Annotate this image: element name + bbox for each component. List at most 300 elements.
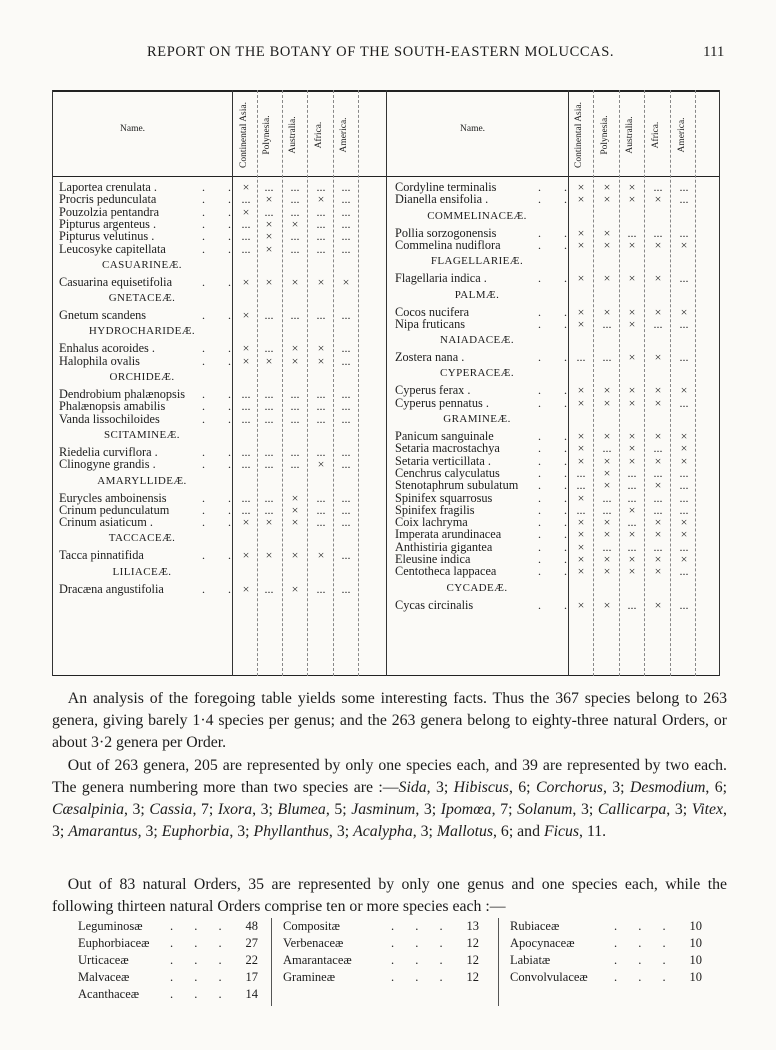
table-row <box>52 239 720 252</box>
species-name: Phalænopsis amabilis <box>59 399 166 414</box>
species-name: Dracæna angustifolia <box>59 581 164 596</box>
absence-mark: ... <box>290 411 300 426</box>
column-divider <box>271 918 272 1006</box>
absence-mark: ... <box>241 241 251 256</box>
presence-mark: × <box>628 453 636 468</box>
leader-dots: . . . <box>170 936 231 950</box>
presence-mark: × <box>577 441 585 456</box>
family-heading: CYPERACEÆ. <box>440 367 514 380</box>
order-count: 12 <box>466 970 479 984</box>
presence-mark: × <box>603 429 611 443</box>
presence-mark: × <box>628 350 636 365</box>
table-row <box>52 565 720 578</box>
presence-mark: × <box>628 502 636 517</box>
presence-mark: × <box>265 515 273 530</box>
presence-mark: × <box>628 395 636 410</box>
species-name: Crinum pedunculatum <box>59 502 170 517</box>
leader-dots: . . <box>538 429 577 443</box>
absence-mark: ... <box>316 204 326 219</box>
absence-mark: ... <box>290 180 300 194</box>
table-row <box>52 583 720 596</box>
column-header-polynesia: Polynesia. <box>262 115 272 155</box>
presence-mark: × <box>577 490 585 505</box>
order-name: Gramineæ <box>283 970 336 984</box>
presence-mark: × <box>603 597 611 612</box>
leader-dots: . . <box>538 395 577 410</box>
presence-mark: × <box>577 192 585 207</box>
leader-dots: . . <box>538 383 577 398</box>
order-name: Malvaceæ <box>78 970 130 984</box>
presence-mark: × <box>603 564 611 579</box>
leader-dots: . . <box>202 274 241 289</box>
presence-mark: × <box>628 237 636 252</box>
order-entry <box>78 969 258 986</box>
presence-mark: × <box>680 237 688 252</box>
order-name: Leguminosæ <box>78 919 143 933</box>
absence-mark: ... <box>653 465 663 480</box>
order-entry <box>510 935 702 952</box>
absence-mark: ... <box>264 399 274 414</box>
leader-dots: . . . <box>614 970 675 984</box>
column-header-australia: Australia. <box>288 116 298 154</box>
leader-dots: . . <box>538 465 577 480</box>
presence-mark: × <box>242 548 250 563</box>
order-count: 12 <box>466 953 479 967</box>
absence-mark: ... <box>264 490 274 505</box>
paragraph-orders: Out of 83 natural Orders, 35 are represented by only one genus and one species each, while the following thirteen natural Orders comprise ten or more species each :— <box>52 876 727 915</box>
leader-dots: . . <box>538 237 577 252</box>
page-header <box>0 44 776 68</box>
species-name: Casuarina equisetifolia <box>59 274 173 289</box>
column-header-america: America. <box>339 117 349 153</box>
absence-mark: ... <box>264 387 274 401</box>
presence-mark: × <box>577 304 585 319</box>
order-name: Convolvulaceæ <box>510 970 588 984</box>
species-name: Setaria verticillata . <box>395 453 491 468</box>
order-count: 10 <box>689 970 702 984</box>
presence-mark: × <box>680 552 688 566</box>
leader-dots: . . <box>202 581 241 596</box>
presence-mark: × <box>654 350 662 365</box>
leader-dots: . . <box>202 353 241 368</box>
order-entry <box>78 952 258 969</box>
column-header-africa: Africa. <box>314 121 324 149</box>
absence-mark: ... <box>679 465 689 480</box>
leader-dots: . . . <box>614 953 675 967</box>
absence-mark: ... <box>241 490 251 505</box>
species-name: Stenotaphrum subulatum <box>395 478 519 493</box>
presence-mark: × <box>628 304 636 319</box>
species-name: Panicum sanguinale <box>395 429 494 443</box>
absence-mark: ... <box>576 350 586 365</box>
table-row <box>52 272 720 285</box>
presence-mark: × <box>654 552 662 566</box>
species-name: Eurycles amboinensis <box>59 490 167 505</box>
absence-mark: ... <box>341 229 351 244</box>
order-entry <box>78 918 258 935</box>
presence-mark: × <box>654 564 662 579</box>
species-name: Anthistiria gigantea <box>395 539 493 554</box>
absence-mark: ... <box>341 341 351 356</box>
absence-mark: ... <box>679 539 689 554</box>
absence-mark: ... <box>341 515 351 530</box>
absence-mark: ... <box>316 502 326 517</box>
presence-mark: × <box>628 429 636 443</box>
species-name: Vanda lissochiloides <box>59 411 160 426</box>
order-name: Compositæ <box>283 919 340 933</box>
presence-mark: × <box>291 216 299 231</box>
presence-mark: × <box>603 192 611 207</box>
absence-mark: ... <box>241 444 251 459</box>
table-row <box>52 430 720 443</box>
leader-dots: . . <box>538 225 577 240</box>
absence-mark: ... <box>290 457 300 472</box>
presence-mark: × <box>603 304 611 319</box>
absence-mark: ... <box>264 411 274 426</box>
presence-mark: × <box>291 353 299 368</box>
presence-mark: × <box>577 515 585 530</box>
presence-mark: × <box>317 353 325 368</box>
table-row <box>52 467 720 480</box>
presence-mark: × <box>628 180 636 194</box>
absence-mark: ... <box>316 444 326 459</box>
distribution-table <box>52 90 720 676</box>
column-header-continentalasia: Continental Asia. <box>574 102 584 168</box>
absence-mark: ... <box>341 411 351 426</box>
column-header-africa: Africa. <box>651 121 661 149</box>
column-header-australia: Australia. <box>625 116 635 154</box>
table-row <box>52 442 720 455</box>
absence-mark: ... <box>264 204 274 219</box>
leader-dots: . . <box>538 478 577 493</box>
leader-dots: . . <box>538 271 577 286</box>
presence-mark: × <box>577 597 585 612</box>
order-count: 12 <box>466 936 479 950</box>
absence-mark: ... <box>241 411 251 426</box>
species-name: Procris pedunculata <box>59 192 157 207</box>
absence-mark: ... <box>341 192 351 207</box>
species-name: Dendrobium phalænopsis <box>59 387 186 401</box>
absence-mark: ... <box>341 387 351 401</box>
absence-mark: ... <box>316 490 326 505</box>
leader-dots: . . <box>538 192 577 207</box>
order-name: Acanthaceæ <box>78 987 140 1001</box>
leader-dots: . . . <box>170 987 231 1001</box>
absence-mark: ... <box>341 204 351 219</box>
leader-dots: . . <box>538 453 577 468</box>
absence-mark: ... <box>341 180 351 194</box>
leader-dots: . . <box>202 216 241 231</box>
presence-mark: × <box>603 225 611 240</box>
absence-mark: ... <box>290 204 300 219</box>
absence-mark: ... <box>341 399 351 414</box>
species-name: Laportea crenulata . <box>59 180 157 194</box>
absence-mark: ... <box>627 597 637 612</box>
presence-mark: × <box>628 564 636 579</box>
table-row <box>52 479 720 492</box>
absence-mark: ... <box>653 539 663 554</box>
table-row <box>52 227 720 240</box>
absence-mark: ... <box>290 241 300 256</box>
presence-mark: × <box>317 457 325 472</box>
presence-mark: × <box>628 271 636 286</box>
absence-mark: ... <box>576 502 586 517</box>
family-heading: NAIADACEÆ. <box>440 334 514 347</box>
species-name: Coix lachryma <box>395 515 468 530</box>
absence-mark: ... <box>602 316 612 331</box>
leader-dots: . . . <box>391 936 452 950</box>
presence-mark: × <box>265 548 273 563</box>
absence-mark: ... <box>316 216 326 231</box>
table-row <box>52 541 720 554</box>
presence-mark: × <box>577 552 585 566</box>
species-name: Commelina nudiflora <box>395 237 501 252</box>
leader-dots: . . <box>538 316 577 331</box>
presence-mark: × <box>680 441 688 456</box>
leader-dots: . . <box>202 411 241 426</box>
leader-dots: . . <box>202 515 241 530</box>
presence-mark: × <box>577 383 585 398</box>
leader-dots: . . <box>202 204 241 219</box>
presence-mark: × <box>291 341 299 356</box>
absence-mark: ... <box>241 502 251 517</box>
leader-dots: . . <box>202 502 241 517</box>
leader-dots: . . <box>538 527 577 542</box>
presence-mark: × <box>680 429 688 443</box>
presence-mark: × <box>291 490 299 505</box>
presence-mark: × <box>242 353 250 368</box>
order-entry <box>283 935 479 952</box>
absence-mark: ... <box>264 308 274 323</box>
species-name: Zostera nana . <box>395 350 465 365</box>
absence-mark: ... <box>316 581 326 596</box>
absence-mark: ... <box>264 180 274 194</box>
family-heading: HYDROCHARIDEÆ. <box>88 325 196 338</box>
absence-mark: ... <box>602 350 612 365</box>
leader-dots: . . . <box>614 919 675 933</box>
column-header-continentalasia: Continental Asia. <box>239 102 249 168</box>
absence-mark: ... <box>241 457 251 472</box>
presence-mark: × <box>577 395 585 410</box>
paragraph-analysis: An analysis of the foregoing table yields some interesting facts. Thus the 367 species belong to 263 genera, giving barely 1·4 species per genus; and the 263 genera belong to eighty-three natural Orders, or about 3·2 genera per Order. <box>52 690 727 751</box>
presence-mark: × <box>680 304 688 319</box>
absence-mark: ... <box>602 502 612 517</box>
order-count: 13 <box>466 919 479 933</box>
presence-mark: × <box>603 527 611 542</box>
leader-dots: . . . <box>614 936 675 950</box>
leader-dots: . . <box>202 341 241 356</box>
absence-mark: ... <box>653 502 663 517</box>
table-row <box>52 351 720 364</box>
absence-mark: ... <box>316 515 326 530</box>
leader-dots: . . <box>538 515 577 530</box>
leader-dots: . . <box>538 502 577 517</box>
order-count: 10 <box>689 953 702 967</box>
family-heading: SCITAMINEÆ. <box>104 428 180 441</box>
leader-dots: . . . <box>391 953 452 967</box>
absence-mark: ... <box>241 387 251 401</box>
absence-mark: ... <box>316 411 326 426</box>
family-heading: CASUARINEÆ. <box>102 258 182 271</box>
leader-dots: . . <box>538 441 577 456</box>
species-name: Clinogyne grandis . <box>59 457 156 472</box>
family-heading: ORCHIDEÆ. <box>109 371 175 383</box>
presence-mark: × <box>577 539 585 554</box>
order-entry <box>78 935 258 952</box>
species-name: Spinifex fragilis <box>395 502 475 517</box>
absence-mark: ... <box>316 180 326 194</box>
species-name: Cenchrus calyculatus <box>395 465 500 480</box>
presence-mark: × <box>265 229 273 244</box>
leader-dots: . . <box>538 350 577 365</box>
presence-mark: × <box>242 274 250 289</box>
species-name: Nipa fruticans <box>395 316 465 331</box>
absence-mark: ... <box>341 308 351 323</box>
order-entry <box>510 918 702 935</box>
leader-dots: . . <box>202 241 241 256</box>
absence-mark: ... <box>341 241 351 256</box>
leader-dots: . . <box>538 180 577 194</box>
table-row <box>52 413 720 426</box>
absence-mark: ... <box>264 502 274 517</box>
species-name: Gnetum scandens <box>59 308 147 323</box>
presence-mark: × <box>577 180 585 194</box>
absence-mark: ... <box>679 395 689 410</box>
absence-mark: ... <box>576 478 586 493</box>
absence-mark: ... <box>316 241 326 256</box>
leader-dots: . . . <box>170 953 231 967</box>
species-name: Pipturus argenteus . <box>59 216 157 231</box>
presence-mark: × <box>654 383 662 398</box>
species-name: Eleusine indica <box>395 552 471 566</box>
presence-mark: × <box>603 180 611 194</box>
absence-mark: ... <box>290 399 300 414</box>
presence-mark: × <box>242 180 250 194</box>
absence-mark: ... <box>679 490 689 505</box>
absence-mark: ... <box>264 444 274 459</box>
order-entry <box>78 986 258 1003</box>
order-name: Euphorbiaceæ <box>78 936 150 950</box>
absence-mark: ... <box>341 502 351 517</box>
name-column-header: Name. <box>460 124 486 134</box>
absence-mark: ... <box>653 441 663 456</box>
presence-mark: × <box>317 548 325 563</box>
absence-mark: ... <box>264 341 274 356</box>
presence-mark: × <box>265 241 273 256</box>
leader-dots: . . <box>202 548 241 563</box>
family-heading: AMARYLLIDEÆ. <box>97 474 187 487</box>
presence-mark: × <box>577 453 585 468</box>
leader-dots: . . <box>538 552 577 566</box>
species-name: Cyperus pennatus . <box>395 395 489 410</box>
leader-dots: . . <box>538 490 577 505</box>
order-name: Urticaceæ <box>78 953 129 967</box>
order-name: Amarantaceæ <box>283 953 352 967</box>
presence-mark: × <box>242 204 250 219</box>
family-heading: FLAGELLARIEÆ. <box>430 255 524 268</box>
absence-mark: ... <box>679 350 689 365</box>
presence-mark: × <box>242 341 250 356</box>
presence-mark: × <box>603 465 611 480</box>
absence-mark: ... <box>264 581 274 596</box>
presence-mark: × <box>265 274 273 289</box>
presence-mark: × <box>628 316 636 331</box>
species-name: Halophila ovalis <box>59 353 140 368</box>
leader-dots: . . . <box>391 919 452 933</box>
presence-mark: × <box>680 383 688 398</box>
presence-mark: × <box>291 515 299 530</box>
presence-mark: × <box>654 429 662 443</box>
presence-mark: × <box>317 341 325 356</box>
leader-dots: . . <box>202 457 241 472</box>
absence-mark: ... <box>679 597 689 612</box>
order-count: 14 <box>245 987 258 1001</box>
order-entry <box>283 969 479 986</box>
absence-mark: ... <box>290 308 300 323</box>
absence-mark: ... <box>653 316 663 331</box>
absence-mark: ... <box>341 457 351 472</box>
absence-mark: ... <box>627 539 637 554</box>
species-name: Cocos nucifera <box>395 304 470 319</box>
presence-mark: × <box>265 192 273 207</box>
order-name: Labiatæ <box>510 953 551 967</box>
order-name: Rubiaceæ <box>510 919 560 933</box>
absence-mark: ... <box>679 564 689 579</box>
table-row <box>52 528 720 541</box>
absence-mark: ... <box>290 229 300 244</box>
absence-mark: ... <box>679 316 689 331</box>
species-name: Cyperus ferax . <box>395 383 471 398</box>
page-number: 111 <box>703 44 725 60</box>
presence-mark: × <box>291 581 299 596</box>
presence-mark: × <box>603 453 611 468</box>
table-row <box>52 455 720 468</box>
absence-mark: ... <box>679 478 689 493</box>
absence-mark: ... <box>316 308 326 323</box>
table-row <box>52 318 720 331</box>
leader-dots: . . . <box>170 970 231 984</box>
presence-mark: × <box>654 515 662 530</box>
presence-mark: × <box>577 527 585 542</box>
species-name: Flagellaria indica . <box>395 271 487 286</box>
presence-mark: × <box>317 274 325 289</box>
presence-mark: × <box>577 225 585 240</box>
order-count: 48 <box>245 919 258 933</box>
presence-mark: × <box>291 502 299 517</box>
presence-mark: × <box>603 271 611 286</box>
absence-mark: ... <box>341 216 351 231</box>
leader-dots: . . . <box>391 970 452 984</box>
presence-mark: × <box>603 395 611 410</box>
presence-mark: × <box>680 453 688 468</box>
presence-mark: × <box>342 274 350 289</box>
absence-mark: ... <box>653 180 663 194</box>
leader-dots: . . <box>202 490 241 505</box>
table-row <box>52 181 720 194</box>
table-row <box>52 397 720 410</box>
leader-dots: . . <box>202 399 241 414</box>
absence-mark: ... <box>290 444 300 459</box>
family-heading: COMMELINACEÆ. <box>427 209 527 222</box>
absence-mark: ... <box>341 581 351 596</box>
order-count: 10 <box>689 936 702 950</box>
leader-dots: . . <box>202 229 241 244</box>
family-heading: GNETACEÆ. <box>108 292 176 305</box>
species-name: Pipturus velutinus . <box>59 229 155 244</box>
presence-mark: × <box>654 453 662 468</box>
leader-dots: . . <box>538 597 577 612</box>
name-column-header: Name. <box>120 124 146 134</box>
